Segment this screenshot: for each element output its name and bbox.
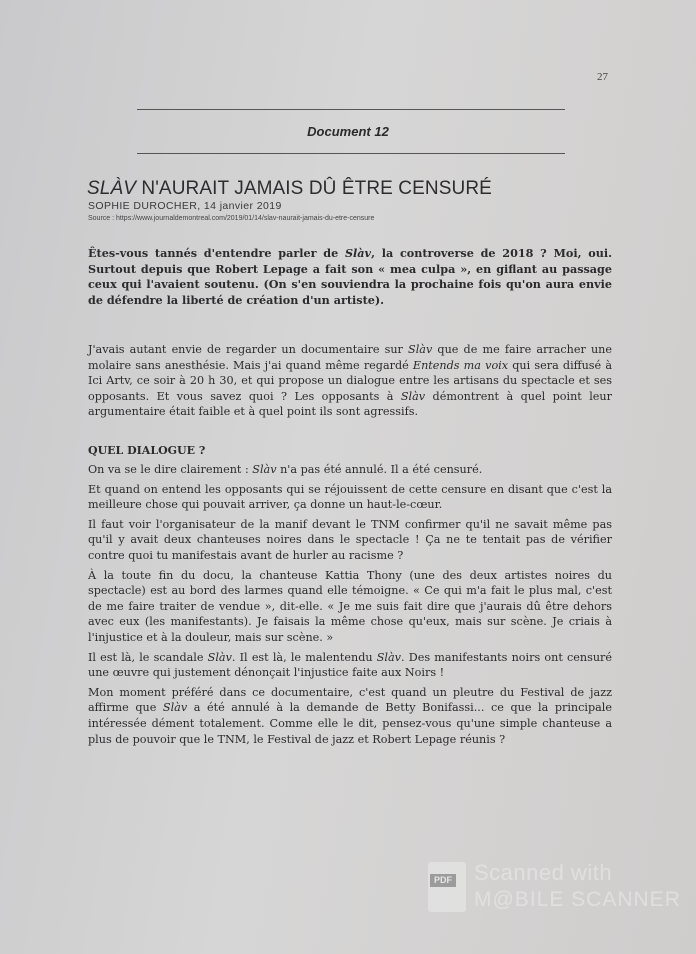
page-number: 27 (597, 71, 608, 83)
pdf-badge: PDF (430, 874, 456, 887)
body-text: Il est là, le scandale (88, 650, 208, 664)
body-text: . Il est là, le malentendu (231, 650, 377, 664)
body-text: a été annulé à la demande de Betty Bonifassi... ce que la principale intéressée dément totalement. Comme elle le dit, pensez-vous qu'une simple chanteuse a plus de pouvoir que le TNM, le Festival de jazz et Robert Lepage réunis ? (88, 701, 613, 746)
body-italic: Slàv (207, 650, 232, 664)
body-italic: Slàv (162, 701, 188, 715)
intro-italic: Slàv (408, 343, 433, 356)
intro-text: démontrent à quel point leur argumentaire était faible et à quel point ils sont agressifs. (88, 389, 612, 419)
lead-paragraph (88, 246, 612, 308)
paragraph-5 (88, 650, 612, 681)
paragraph-4: À la toute fin du docu, la chanteuse Kattia Thony (une des deux artistes noires du spectacle) est au bord des larmes quand elle témoigne. « Ce qui m'a fait le plus mal, c'est de me faire traiter de vendue », dit-elle. « Je me suis fait dire que j'aurais dû être dehors avec eux (les manifestants). Je faisais la même chose qu'eux, mais sur scène. Je criais à l'injustice et à la douleur, mais sur scène. » (88, 568, 612, 644)
lead-text: Êtes-vous tannés d'entendre parler de (88, 246, 345, 260)
intro-italic: Entends ma voix (412, 358, 509, 372)
author-line: SOPHIE DUROCHER, 14 janvier 2019 (88, 200, 282, 212)
bottom-rule (137, 153, 565, 154)
title-rest: N'AURAIT JAMAIS DÛ ÊTRE CENSURÉ (136, 178, 492, 199)
paragraph-2: Et quand on entend les opposants qui se réjouissent de cette censure en disant que c'est la meilleure chose qui pouvait arriver, ça donne un haut-le-cœur. (88, 482, 612, 512)
body-text: Mon moment préféré dans ce documentaire, c'est quand un pleutre du Festival de jazz affirme que (88, 685, 612, 715)
body-text: . Des manifestants noirs ont censuré une œuvre qui justement dénonçait l'injustice faite aux Noirs ! (88, 650, 612, 680)
intro-paragraph (88, 342, 612, 420)
source-line: Source : https://www.journaldemontreal.com/2019/01/14/slav-naurait-jamais-du-etre-censure (88, 215, 375, 222)
body-italic: Slàv (252, 463, 277, 476)
intro-italic: Slàv (400, 389, 426, 403)
body-italic: Slàv (376, 650, 401, 664)
lead-italic: Slàv (344, 246, 372, 260)
scanner-watermark (428, 856, 681, 926)
article-body (88, 462, 612, 751)
lead-text: , la controverse de 2018 ? Moi, oui. Surtout depuis que Robert Lepage a fait son « mea culpa », en giflant au passage ceux qui l'avaient soutenu. (On s'en souviendra la prochaine fois qu'on aura envie de défendre la liberté de création d'un artiste). (88, 246, 612, 307)
watermark-line-1: Scanned with (474, 860, 613, 885)
intro-text: J'avais autant envie de regarder un documentaire sur (88, 343, 409, 356)
intro-text: qui sera diffusé à Ici Artv, ce soir à 20 h 30, et qui propose un dialogue entre les artisans du spectacle et ses opposants. Et vous savez quoi ? Les opposants à (88, 358, 612, 403)
pdf-document-icon (428, 862, 466, 912)
body-text: On va se le dire clairement : (88, 463, 253, 476)
paragraph-6 (88, 685, 612, 747)
watermark-line-2: M@BILE SCANNER (474, 888, 681, 911)
intro-text: que de me faire arracher une molaire sans anesthésie. Mais j'ai quand même regardé (88, 343, 612, 372)
section-heading: QUEL DIALOGUE ? (88, 444, 206, 457)
paragraph-3: Il faut voir l'organisateur de la manif devant le TNM confirmer qu'il ne savait même pas qu'il y avait deux chanteuses noires dans le spectacle ! Ça ne te tentait pas de vérifier contre quoi tu manifestais avant de hurler au racisme ? (88, 517, 612, 562)
top-rule (137, 109, 565, 110)
paragraph-1 (88, 462, 612, 478)
body-text: n'a pas été annulé. Il a été censuré. (276, 463, 483, 476)
article-title (87, 178, 647, 200)
title-italic: SLÀV (87, 178, 136, 199)
document-label: Document 12 (307, 124, 389, 139)
